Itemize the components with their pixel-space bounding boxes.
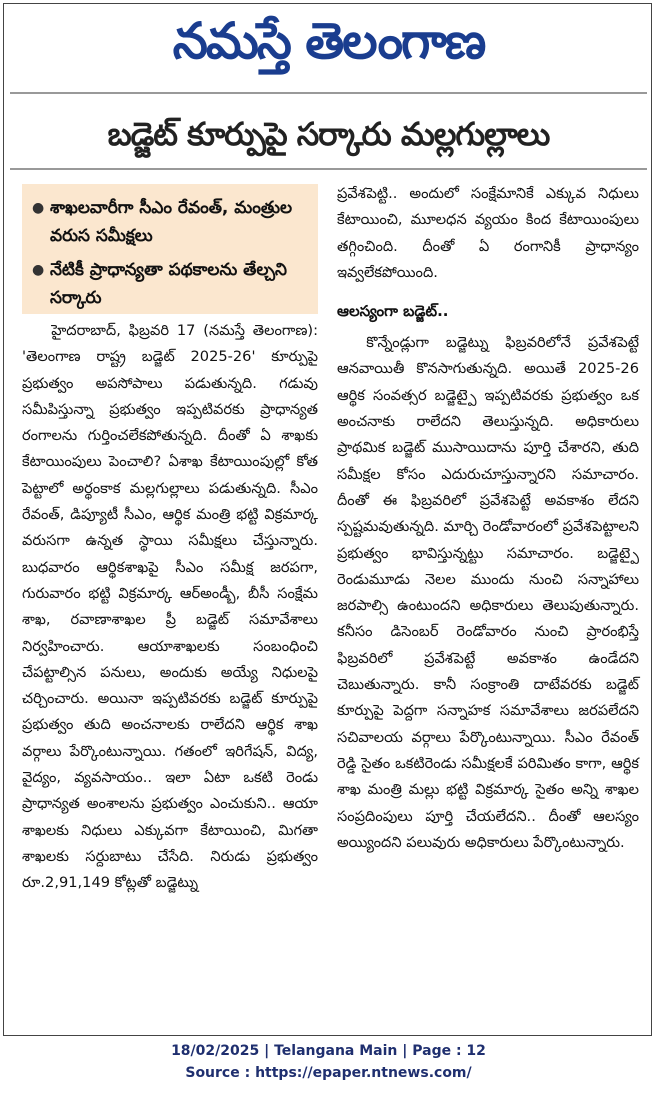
article-column-left xyxy=(22,318,318,897)
highlights-box xyxy=(22,184,318,314)
highlight-item xyxy=(32,256,310,312)
bullet-icon: ● xyxy=(32,262,45,278)
article-paragraph-continued: ప్రవేశపెట్టి.. అందులో సంక్షేమానికే ఎక్కువ నిధులు కేటాయించి, మూలధన వ్యయం కింద కేటాయింపులు తగ్గించింది. దీంతో ఏ రంగానికీ ప్రాధాన్యం ఇవ్వలేకపోయింది. xyxy=(337,185,639,281)
article-subheading: ఆలస్యంగా బడ్జెట్.. xyxy=(337,302,449,321)
newspaper-masthead: నమస్తే తెలంగాణ xyxy=(172,12,485,70)
clipping-footer xyxy=(0,1040,657,1084)
source-link[interactable]: Source : https://epaper.ntnews.com/ xyxy=(185,1065,472,1081)
masthead-divider xyxy=(10,92,647,94)
headline-divider xyxy=(10,168,647,170)
article-paragraph: హైదరాబాద్, ఫిబ్రవరి 17 (నమస్తే తెలంగాణ): 'తెలంగాణ రాష్ట్ర బడ్జెట్ 2025-26' కూర్పుపై ప్రభుత్వం అపసోపాలు పడుతున్నది. గడువు సమీపిస్తున్నా ప్రభుత్వం ఇప్పటివరకు ప్రాధాన్యత రంగాలను గుర్తించలేకపోతున్నది. దీంతో ఏ శాఖకు కేటాయింపులు పెంచాలి? ఏశాఖ కేటాయింపుల్లో కోత పెట్టాలో అర్థంకాక మల్లగుల్లాలు పడుతున్నది. సీఎం రేవంత్, డిప్యూటీ సీఎం, ఆర్థిక మంత్రి భట్టి విక్రమార్క వరుసగా ఉన్నత స్థాయి సమీక్షలు చేస్తున్నారు. బుధవారం ఆర్థికశాఖపై సీఎం సమీక్ష జరపగా, గురువారం భట్టి విక్రమార్క ఆర్అండ్బీ, బీసీ సంక్షేమ శాఖ, రవాణాశాఖల ప్రీ బడ్జెట్ సమావేశాలు నిర్వహించారు. ఆయాశాఖలకు సంబంధించి చేపట్టాల్సిన పనులు, అందుకు అయ్యే నిధులపై చర్చించారు. అయినా ఇప్పటివరకు బడ్జెట్ కూర్పుపై ప్రభుత్వం తుది అంచనాలకు రాలేదని ఆర్థిక శాఖ వర్గాలు పేర్కొంటున్నాయి. గతంలో ఇరిగేషన్, విద్య, వైద్యం, వ్యవసాయం.. ఇలా ఏటా ఒకటి రెండు ప్రాధాన్యత అంశాలను ప్రభుత్వం ఎంచుకుని.. ఆయా శాఖలకు నిధులు ఎక్కువగా కేటాయించి, మిగతా శాఖలకు సర్దుబాటు చేసేది. నిరుడు ప్రభుత్వం రూ.2,91,149 కోట్లతో బడ్జెట్ను xyxy=(22,322,318,892)
article-paragraph: కొన్నేండ్లుగా బడ్జెట్ను ఫిబ్రవరిలోనే ప్రవేశపెట్టే ఆనవాయితీ కొనసాగుతున్నది. అయితే 2025-26 ఆర్థిక సంవత్సర బడ్జెట్పై ఇప్పటివరకు ప్రభుత్వం ఒక అంచనాకు రాలేదని తెలుస్తున్నది. అధికారులు ప్రాథమిక బడ్జెట్ ముసాయిదాను పూర్తి చేశారని, తుది సమీక్షల కోసం ఎదురుచూస్తున్నారని సమాచారం. దీంతో ఈ ఫిబ్రవరిలో ప్రవేశపెట్టే అవకాశం లేదని స్పష్టమవుతున్నది. మార్చి రెండోవారంలో ప్రవేశపెట్టాలని ప్రభుత్వం భావిస్తున్నట్టు సమాచారం. బడ్జెట్పై రెండుమూడు నెలల ముందు నుంచి సన్నాహాలు జరపాల్సి ఉంటుందని అధికారులు తెలుపుతున్నారు. కనీసం డిసెంబర్ రెండోవారం నుంచి ప్రారంభిస్తే ఫిబ్రవరిలో ప్రవేశపెట్టే అవకాశం ఉండేదని చెబుతున్నారు. కానీ సంక్రాంతి దాటేవరకు బడ్జెట్ కూర్పుపై పెద్దగా సన్నాహక సమావేశాలు జరపలేదని సచివాలయ వర్గాలు పేర్కొంటున్నాయి. సీఎం రేవంత్ రెడ్డి సైతం ఒకటిరెండు సమీక్షలకే పరిమితం కాగా, ఆర్థిక శాఖ మంత్రి మల్లు భట్టి విక్రమార్క సైతం అన్ని శాఖల సంప్రదింపులు పూర్తి చేయలేదని.. దీంతో ఆలస్యం అయ్యిందని పలువురు అధికారులు పేర్కొంటున్నారు. xyxy=(337,334,639,851)
highlight-text: శాఖలవారీగా సీఎం రేవంత్, మంత్రుల వరుస సమీక్షలు xyxy=(50,198,293,246)
article-column-right xyxy=(337,181,639,856)
article-headline: బడ్జెట్ కూర్పుపై సర్కారు మల్లగుల్లాలు xyxy=(107,115,550,153)
highlight-item xyxy=(32,194,310,250)
bullet-icon: ● xyxy=(32,200,45,216)
highlight-text: నేటికీ ప్రాధాన్యతా పథకాలను తేల్చని సర్కారు xyxy=(50,260,287,308)
publication-info: 18/02/2025 | Telangana Main | Page : 12 xyxy=(171,1043,486,1059)
